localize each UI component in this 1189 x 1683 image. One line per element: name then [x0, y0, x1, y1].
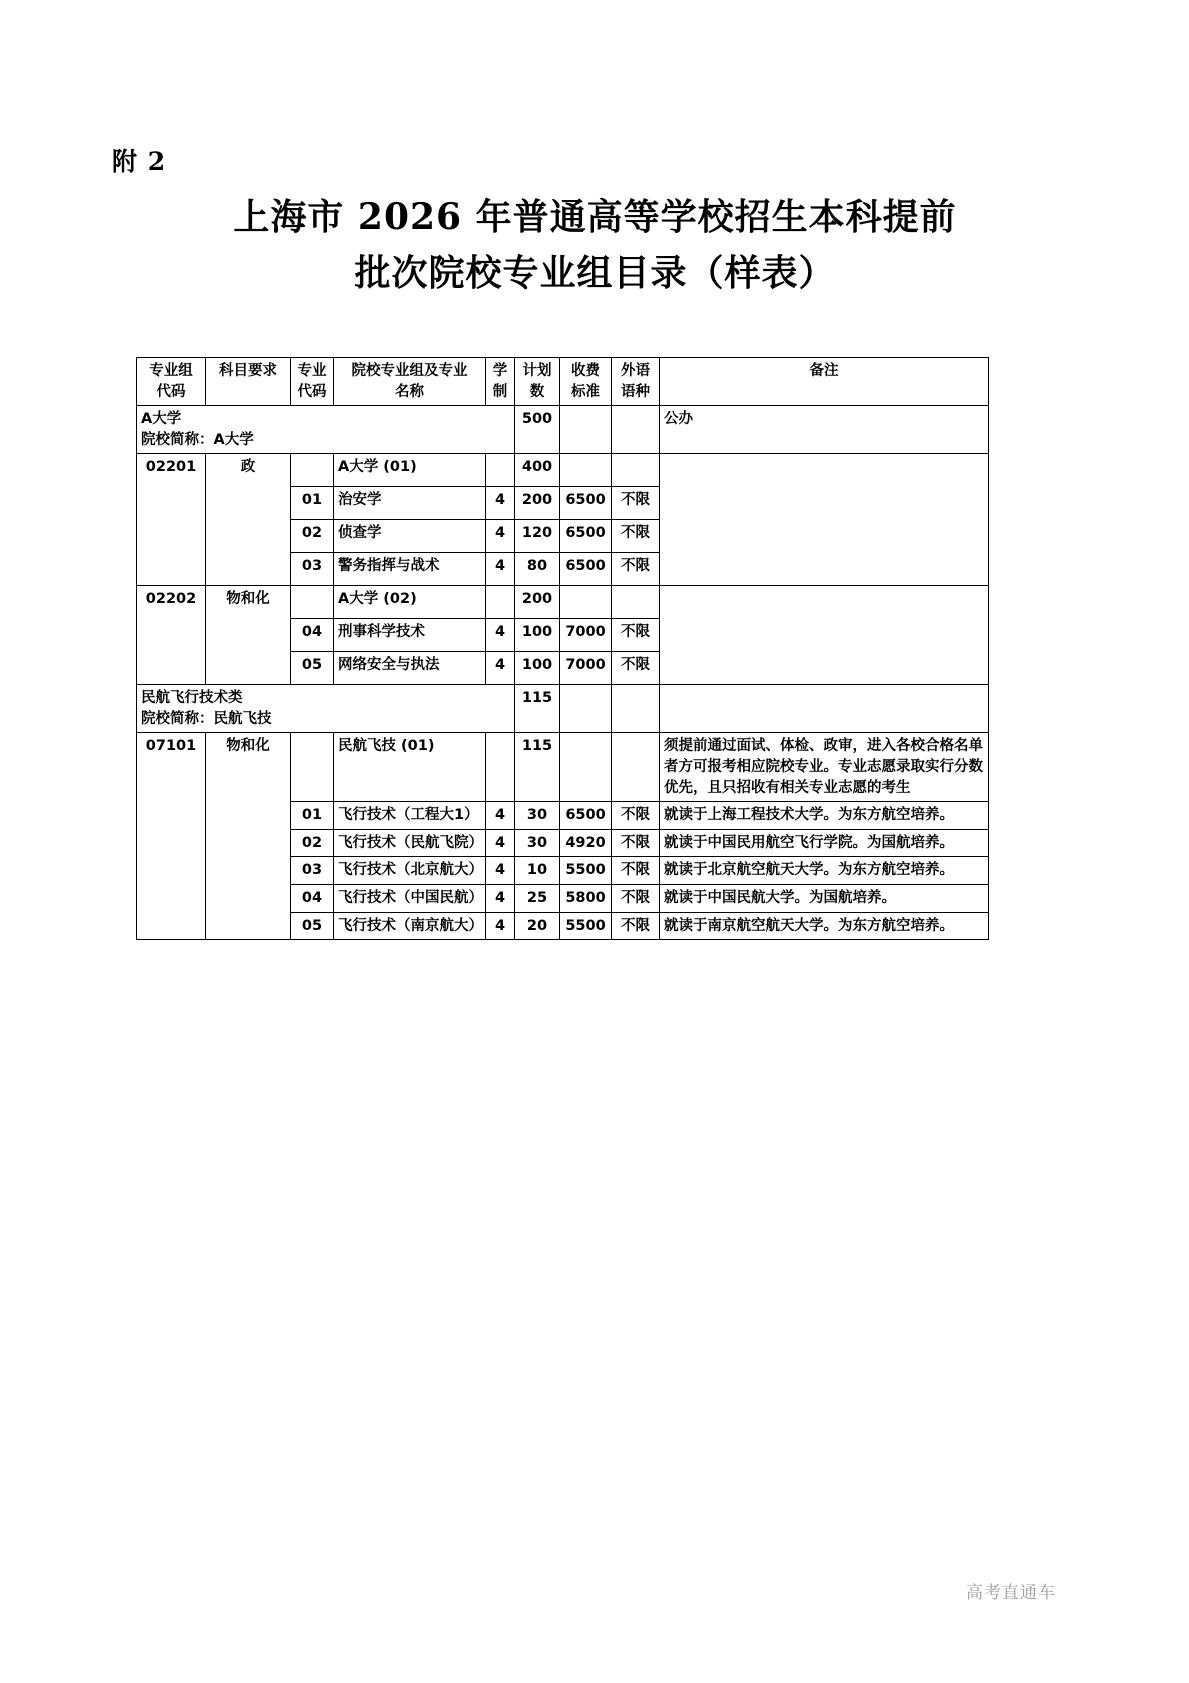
- major-code: 05: [291, 652, 334, 685]
- major-name: 飞行技术（北京航大）: [334, 857, 486, 885]
- major-years: 4: [486, 802, 515, 830]
- major-remark: 就读于中国民航大学。为国航培养。: [660, 884, 989, 912]
- school-remark: [660, 685, 989, 733]
- group-fee: [560, 454, 612, 487]
- major-language: 不限: [612, 553, 660, 586]
- major-code: 03: [291, 553, 334, 586]
- major-language: 不限: [612, 802, 660, 830]
- major-language: 不限: [612, 857, 660, 885]
- attachment-label: 附 2: [112, 147, 167, 176]
- header-foreign-language-line-1: 外语: [621, 363, 650, 379]
- major-years: 4: [486, 619, 515, 652]
- header-fee-standard: [560, 358, 612, 406]
- school-name-cell: [137, 406, 515, 454]
- group-code: 02202: [137, 586, 206, 685]
- header-major-name: [334, 358, 486, 406]
- school-header-row: [137, 406, 989, 454]
- group-years-cell: [486, 586, 515, 619]
- header-remark: 备注: [660, 358, 989, 406]
- header-plan-count-line-2: 数: [529, 383, 545, 400]
- major-fee: 4920: [560, 829, 612, 857]
- group-subject-requirement: 物和化: [206, 733, 291, 940]
- group-language: [612, 733, 660, 802]
- major-remark: 就读于上海工程技术大学。为东方航空培养。: [660, 802, 989, 830]
- group-row: [137, 454, 989, 487]
- major-code: 02: [291, 520, 334, 553]
- major-fee: 6500: [560, 802, 612, 830]
- major-fee: 6500: [560, 553, 612, 586]
- school-fee-cell: [560, 406, 612, 454]
- major-language: 不限: [612, 619, 660, 652]
- major-plan-count: 25: [515, 884, 560, 912]
- major-name: 刑事科学技术: [334, 619, 486, 652]
- group-name: A大学 (02): [334, 586, 486, 619]
- major-years: 4: [486, 652, 515, 685]
- major-language: 不限: [612, 652, 660, 685]
- school-name: 民航飞行技术类: [141, 690, 243, 707]
- major-language: 不限: [612, 520, 660, 553]
- major-code: 01: [291, 802, 334, 830]
- major-fee: 7000: [560, 652, 612, 685]
- header-plan-count-line-1: 计划: [522, 363, 552, 379]
- major-plan-count: 30: [515, 802, 560, 830]
- school-plan-total: 500: [515, 406, 560, 454]
- group-major-code-cell: [291, 586, 334, 619]
- group-plan-count: 200: [515, 586, 560, 619]
- major-language: 不限: [612, 487, 660, 520]
- header-row: [137, 358, 989, 406]
- group-code: 07101: [137, 733, 206, 940]
- header-study-years-line-1: 学: [492, 363, 508, 379]
- group-code: 02201: [137, 454, 206, 586]
- major-name: 飞行技术（民航飞院）: [334, 829, 486, 857]
- header-foreign-language-line-2: 语种: [621, 383, 650, 400]
- page-title-line-2: 批次院校专业组目录（样表）: [354, 251, 836, 294]
- group-row: [137, 733, 989, 802]
- header-subject-requirement: 科目要求: [206, 358, 291, 406]
- header-major-name-line-2: 名称: [395, 383, 424, 400]
- major-years: 4: [486, 487, 515, 520]
- header-plan-count: [515, 358, 560, 406]
- header-group-code-line-2: 代码: [156, 383, 186, 400]
- major-remark: 就读于北京航空航天大学。为东方航空培养。: [660, 857, 989, 885]
- major-group-catalog-table: [136, 357, 989, 940]
- header-group-code-line-1: 专业组: [149, 363, 193, 379]
- major-code: 04: [291, 884, 334, 912]
- header-major-code-line-1: 专业: [297, 363, 327, 379]
- major-plan-count: 100: [515, 619, 560, 652]
- group-years-cell: [486, 454, 515, 487]
- group-major-code-cell: [291, 454, 334, 487]
- header-major-name-line-1: 院校专业组及专业: [351, 363, 468, 379]
- watermark: 高考直通车: [966, 1583, 1056, 1603]
- major-years: 4: [486, 884, 515, 912]
- school-fee-cell: [560, 685, 612, 733]
- major-remark: 就读于南京航空航天大学。为东方航空培养。: [660, 912, 989, 940]
- group-language: [612, 454, 660, 487]
- major-plan-count: 80: [515, 553, 560, 586]
- header-study-years: [486, 358, 515, 406]
- school-plan-total: 115: [515, 685, 560, 733]
- major-fee: 6500: [560, 520, 612, 553]
- school-abbreviation: 院校简称：A大学: [141, 431, 254, 448]
- major-fee: 5800: [560, 884, 612, 912]
- major-plan-count: 120: [515, 520, 560, 553]
- major-name: 侦查学: [334, 520, 486, 553]
- major-name: 治安学: [334, 487, 486, 520]
- major-years: 4: [486, 857, 515, 885]
- major-name: 飞行技术（中国民航）: [334, 884, 486, 912]
- group-row: [137, 586, 989, 619]
- school-language-cell: [612, 685, 660, 733]
- page-title-line-1: 上海市 2026 年普通高等学校招生本科提前: [233, 196, 957, 238]
- major-years: 4: [486, 912, 515, 940]
- major-code: 02: [291, 829, 334, 857]
- major-code: 04: [291, 619, 334, 652]
- major-years: 4: [486, 829, 515, 857]
- major-name: 飞行技术（南京航大）: [334, 912, 486, 940]
- header-major-code-line-2: 代码: [297, 383, 327, 400]
- major-language: 不限: [612, 829, 660, 857]
- major-fee: 5500: [560, 912, 612, 940]
- school-name-cell: [137, 685, 515, 733]
- group-years-cell: [486, 733, 515, 802]
- group-fee: [560, 733, 612, 802]
- group-plan-count: 115: [515, 733, 560, 802]
- major-name: 网络安全与执法: [334, 652, 486, 685]
- school-name: A大学: [141, 411, 182, 428]
- school-header-row: [137, 685, 989, 733]
- group-remark: [660, 586, 989, 685]
- group-remark: [660, 454, 989, 586]
- major-code: 01: [291, 487, 334, 520]
- major-name: 警务指挥与战术: [334, 553, 486, 586]
- major-years: 4: [486, 553, 515, 586]
- major-fee: 5500: [560, 857, 612, 885]
- group-name: A大学 (01): [334, 454, 486, 487]
- group-language: [612, 586, 660, 619]
- major-plan-count: 30: [515, 829, 560, 857]
- major-plan-count: 20: [515, 912, 560, 940]
- group-remark: 须提前通过面试、体检、政审，进入各校合格名单者方可报考相应院校专业。专业志愿录取实行分数优先，且只招收有相关专业志愿的考生: [660, 733, 989, 802]
- header-fee-standard-line-2: 标准: [571, 383, 600, 400]
- major-code: 05: [291, 912, 334, 940]
- major-fee: 7000: [560, 619, 612, 652]
- group-subject-requirement: 物和化: [206, 586, 291, 685]
- major-language: 不限: [612, 912, 660, 940]
- major-remark: 就读于中国民用航空飞行学院。为国航培养。: [660, 829, 989, 857]
- header-fee-standard-line-1: 收费: [571, 363, 600, 379]
- group-name: 民航飞技 (01): [334, 733, 486, 802]
- group-plan-count: 400: [515, 454, 560, 487]
- group-subject-requirement: 政: [206, 454, 291, 586]
- table-body: [137, 406, 989, 940]
- major-plan-count: 100: [515, 652, 560, 685]
- group-major-code-cell: [291, 733, 334, 802]
- header-study-years-line-2: 制: [492, 383, 508, 400]
- major-plan-count: 10: [515, 857, 560, 885]
- header-foreign-language: [612, 358, 660, 406]
- header-group-code: [137, 358, 206, 406]
- major-name: 飞行技术（工程大1）: [334, 802, 486, 830]
- table-header: [137, 358, 989, 406]
- school-remark: 公办: [660, 406, 989, 454]
- major-years: 4: [486, 520, 515, 553]
- page-title: [130, 190, 1060, 302]
- major-fee: 6500: [560, 487, 612, 520]
- header-major-code: [291, 358, 334, 406]
- major-plan-count: 200: [515, 487, 560, 520]
- school-abbreviation: 院校简称：民航飞技: [141, 710, 272, 727]
- major-code: 03: [291, 857, 334, 885]
- group-fee: [560, 586, 612, 619]
- school-language-cell: [612, 406, 660, 454]
- major-language: 不限: [612, 884, 660, 912]
